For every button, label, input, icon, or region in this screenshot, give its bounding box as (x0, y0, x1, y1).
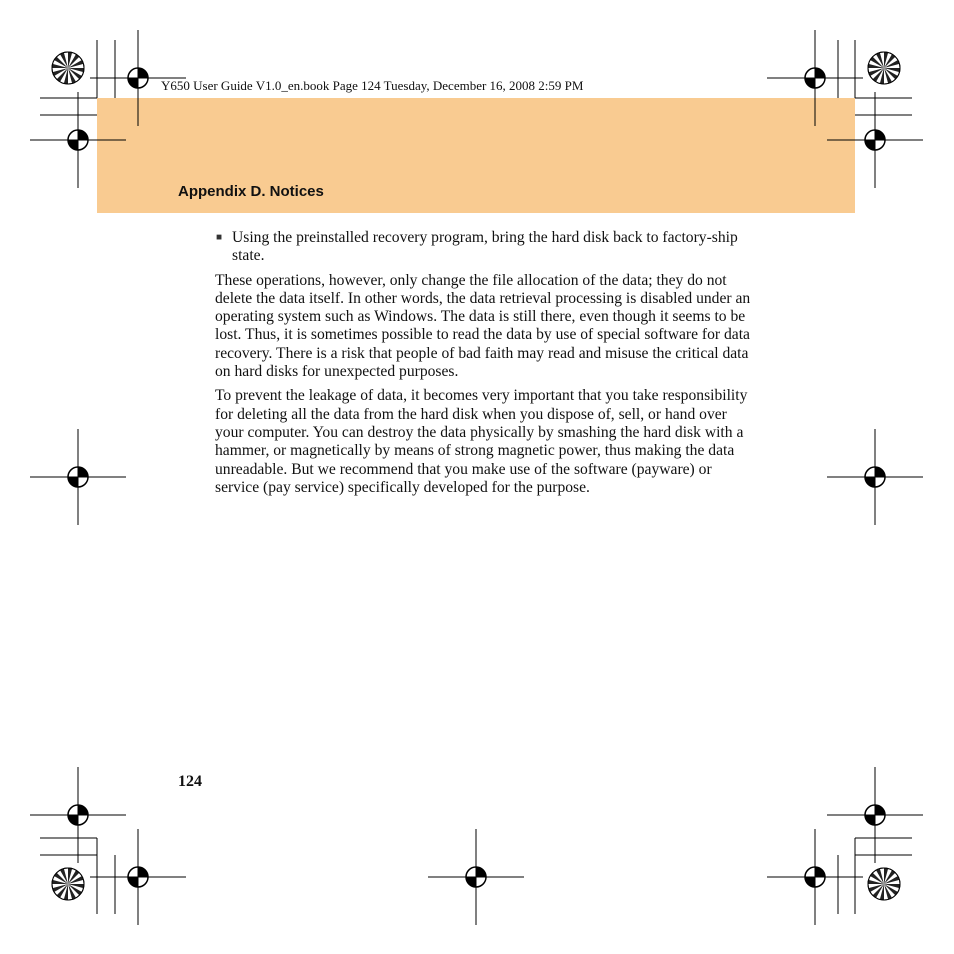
registration-mark-icon (767, 30, 863, 126)
print-slug: Y650 User Guide V1.0_en.book Page 124 Tuesday, December 16, 2008 2:59 PM (161, 78, 584, 93)
page-number: 124 (178, 773, 202, 790)
registration-mark-icon (30, 30, 923, 925)
registration-mark-icon (827, 429, 923, 525)
crop-lines (40, 40, 912, 914)
starburst-target-icon (52, 52, 84, 84)
registration-mark-icon (827, 767, 923, 863)
registration-mark-icon (827, 92, 923, 188)
registration-mark-icon (767, 829, 863, 925)
registration-mark-icon (30, 767, 126, 863)
bullet-text: Using the preinstalled recovery program, bring the hard disk back to factory-ship state. (232, 229, 738, 265)
paragraph-1: These operations, however, only change the file allocation of the data; they do not delete the data itself. In other words, the data retrieval processing is disabled under an operating system such as Windows. The data is still there, even though it seems to be lost. Thus, it is sometimes possible to read the data by use of special software for data recovery. There is a risk that people of bad faith may read and misuse the critical data on hard disks for unexpected purposes. (215, 271, 751, 381)
registration-mark-icon (30, 429, 126, 525)
section-title: Appendix D. Notices (178, 183, 324, 200)
registration-mark-icon (90, 829, 186, 925)
registration-mark-icon (428, 829, 524, 925)
registration-mark-icon (30, 92, 126, 188)
starburst-target-icon (52, 868, 84, 900)
paragraph-2: To prevent the leakage of data, it becomes very important that you take responsibility for deleting all the data from the hard disk when you dispose of, sell, or hand over your computer. You can destroy the data physically by smashing the hard disk with a hammer, or magnetically by means of strong magnetic power, thus making the data unreadable. But we recommend that you make use of the software (payware) or service (pay service) specifically developed for the purpose. (215, 387, 748, 496)
starburst-target-icon (52, 52, 900, 900)
registration-mark-icon (90, 30, 186, 126)
starburst-target-icon (868, 52, 900, 84)
starburst-target-icon (868, 868, 900, 900)
square-bullet-icon: ■ (216, 232, 223, 243)
